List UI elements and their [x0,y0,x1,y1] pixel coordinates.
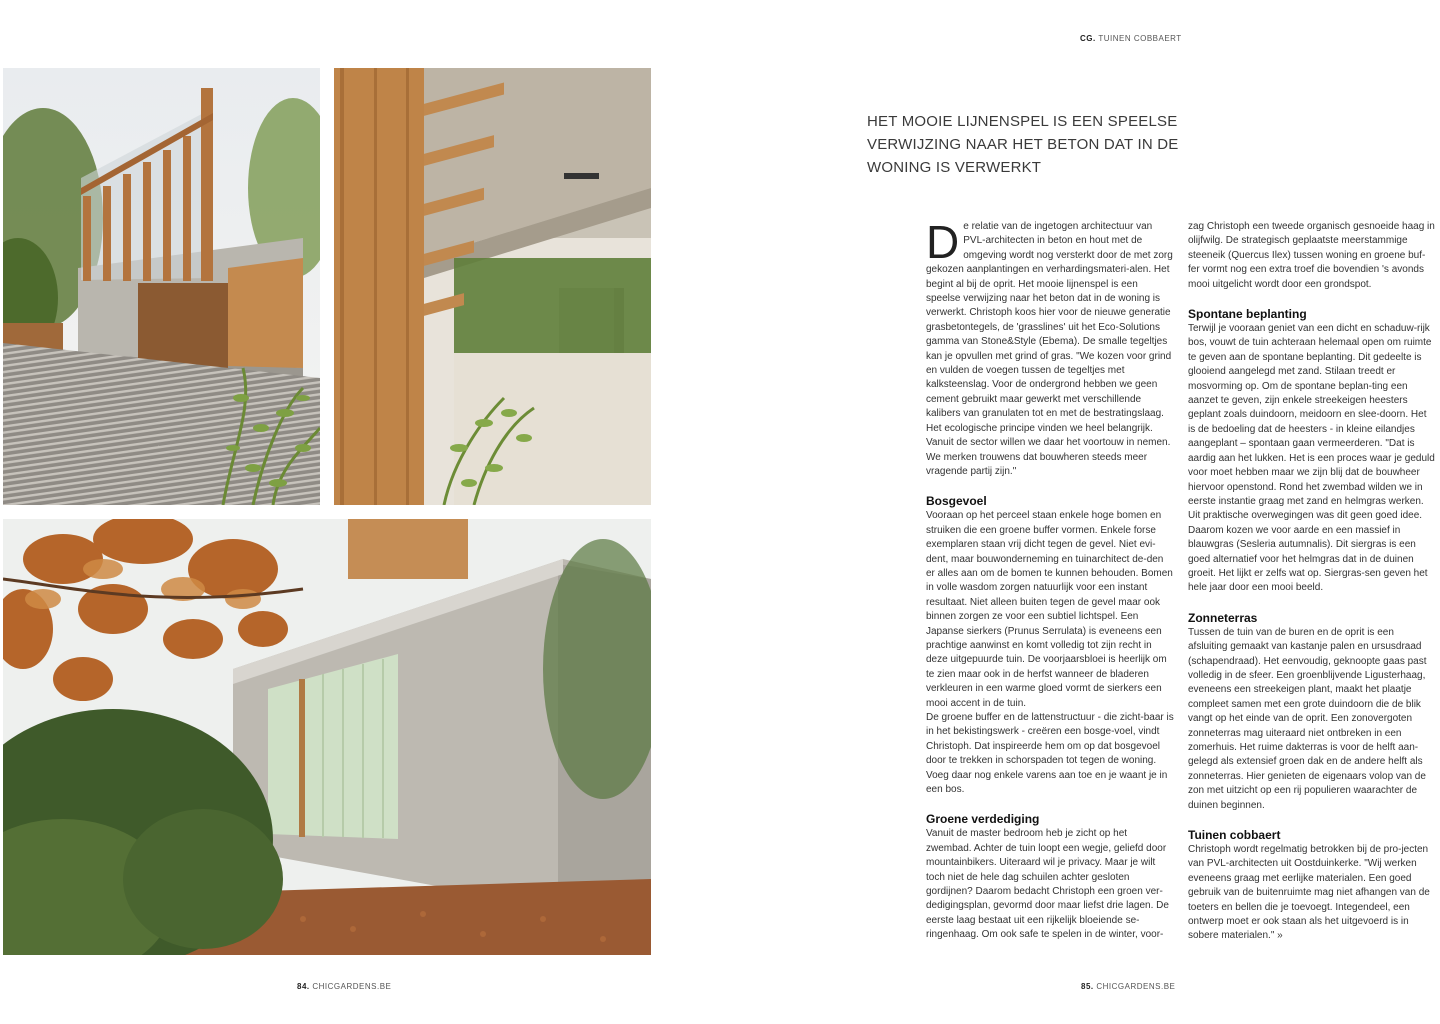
paragraph-groene-verdediging: Vanuit de master bedroom heb je zicht op het zwembad. Achter de tuin loopt een wegje, geliefd door mountainbikers. Uiteraard wil je privacy. Maar je wilt toch niet de hele dag schuilen achter gesloten gordijnen? Daarom bedacht Christoph een groen ver-dedigingsplan, gevormd door maar liefst drie lagen. De eerste laag bestaat uit een rijkelijk bloeiende se-ringenhaag. Om ook safe te spelen in de winter, voor- [926,828,1169,941]
intro-text: e relatie van de ingetogen architectuur van PVL-architecten in beton en hout met de omgeving wordt nog versterkt door de met zorg gekozen aanplantingen en verhardingsmateri-alen. Het begint al bij de oprit. Het mooie lijnenspel is een speelse verwijzing naar het beton dat in de woning is verwerkt. Christoph koos hier voor de nieuwe generatie grasbetontegels, de 'grasslines' uit het Eco-Solutions gamma van Stone&Style (Ebema). De smalle tegeltjes kan je opvullen met grind of gras. "We kozen voor grind en vulden de voegen tussen de tegeltjes met kalksteenslag. Voor de ondergrond hebben we geen cement gebruikt maar gewerkt met verschillende kalibers van granulaten tot en met de bestratingslaag. Het ecologische principe vinden we heel belangrijk. Vanuit de sector willen we daar het voortouw in nemen. We merken trouwens dat bouwheren steeds meer vragende partij zijn." [926,221,1173,477]
folio-left [297,982,391,991]
heading-zonneterras: Zonneterras [1188,610,1258,625]
intro-paragraph [926,216,1174,479]
site-right: CHICGARDENS.BE [1096,982,1176,991]
folio-right [1081,982,1175,991]
paragraph-zonneterras: Tussen de tuin van de buren en de oprit is een afsluiting gemaakt van kastanje palen en ursusdraad (schapendraad). Het eenvoudig, geknoopte gaas past volledig in de sfeer. Een groenblijvende Ligusterhaag, eveneens een streekeigen plant, maakt het plaatje compleet samen met een grote duindoorn die de blik vangt op het einde van de oprit. Een zonovergoten zonneterras mag uiteraard niet ontbreken in een zomerhuis. Het ruime dakterras is voor de helft aan-gelegd als extensief groen dak en de andere helft als zonneterras. Hier genieten de eigenaars volop van de zon met uitzicht op een rij populieren waarachter de duinen beginnen. [1188,626,1427,811]
paragraph-groene-continued: zag Christoph een tweede organisch gesnoeide haag in olijfwilg. De strategisch geplaatste meerstammige steeneik (Quercus Ilex) tussen woning en groene buf-fer vormt nog een extra troef die bovendien 's avonds mooi uitgelicht wordt door een grondspot. [1188,221,1435,290]
photo-pavilion-garden [3,519,651,955]
dropcap: D [926,216,960,268]
section-label-text: TUINEN COBBAERT [1098,34,1182,43]
article-column-1 [926,216,1174,943]
heading-bosgevoel: Bosgevoel [926,494,987,509]
paragraph-bosgevoel-2: De groene buffer en de lattenstructuur - die zicht-baar is in het bekistingswerk - creëren een bosge-voel, vindt Christoph. Dat inspireerde hem om op dat bosgevoel door te trekken in schorspaden tot tegen de woning. Voeg daar nog enkele varens aan toe en je waant je in een bos. [926,712,1174,796]
section-label [1080,34,1182,43]
heading-tuinen-cobbaert: Tuinen cobbaert [1188,828,1281,843]
article-column-2 [1188,220,1436,944]
heading-groene-verdediging: Groene verdediging [926,812,1040,827]
paragraph-tuinen-cobbaert: Christoph wordt regelmatig betrokken bij de pro-jecten van PVL-architecten uit Oostduinkerke. "Wij werken eveneens graag met eerlijke materialen. Een goed gebruik van de buitenruimte mag niet afhangen van de toeters en bellen die je toevoegt. Integendeel, een ontwerp moet er ook staan als het uitgevoerd is in sobere materialen." » [1188,844,1430,942]
photo-driveway-house [3,68,320,505]
paragraph-bosgevoel-1: Vooraan op het perceel staan enkele hoge bomen en struiken die een groene buffer vormen. Enkele forse exemplaren staan vrij dicht tegen de gevel. Niet evi-dent, maar bouwonderneming en tuinarchitect de-den er alles aan om de bomen te kunnen behouden. Bomen in volle wasdom zorgen natuurlijk voor een instant resultaat. Niet alleen buiten tegen de gevel maar ook binnen zorgen ze voor een subtiel lichtspel. Een Japanse sierkers (Prunus Serrulata) is eveneens een prachtige aanwinst en komt volledig tot zijn recht in deze uitgepuurde tuin. De voorjaarsbloei is heerlijk om te zien maar ook in de herfst wanneer de bladeren verkleuren in een warme gloed vormt de sierkers een mooi accent in de tuin. [926,510,1173,709]
paragraph-spontane-beplanting: Terwijl je vooraan geniet van een dicht en schaduw-rijk bos, vouwt de tuin achteraan helemaal open om ruimte te geven aan de spontane beplanting. Dit gedeelte is glooiend aangelegd met zand. Stilaan treedt er mosvorming op. Om de spontane beplan-ting een aanzet te geven, zijn enkele streekeigen heesters geplant zoals duindoorn, meidoorn en slee-doorn. Het is de bedoeling dat de heesters - in kleine eilandjes aangeplant – spontaan gaan vermeerderen. "Dat is aardig aan het lukken. Het is een proces waar je geduld voor moet hebben maar we zijn blij dat de bouwheer hiervoor openstond. Rond het zwembad wilden we in eerste instantie graag met zand en helmgras werken. Uit praktische overwegingen was dit geen goed idee. Daarom kozen we voor aarde en een massief in blauwgras (Sesleria autumnalis). Dit siergras is een goed alternatief voor het helmgras dat in de duinen groeit. Het lijkt er zelfs wat op. Siergras-sen geven het hele jaar door een mooi beeld. [1188,323,1435,594]
site-left: CHICGARDENS.BE [312,982,392,991]
heading-spontane-beplanting: Spontane beplanting [1188,307,1307,322]
photo-staircase-column [334,68,651,505]
page-number-right: 85. [1081,982,1094,991]
pull-quote: HET MOOIE LIJNENSPEL IS EEN SPEELSE VERWIJZING NAAR HET BETON DAT IN DE WONING IS VERWERKT [867,113,1179,176]
section-label-code: CG. [1080,34,1096,43]
page-number-left: 84. [297,982,310,991]
